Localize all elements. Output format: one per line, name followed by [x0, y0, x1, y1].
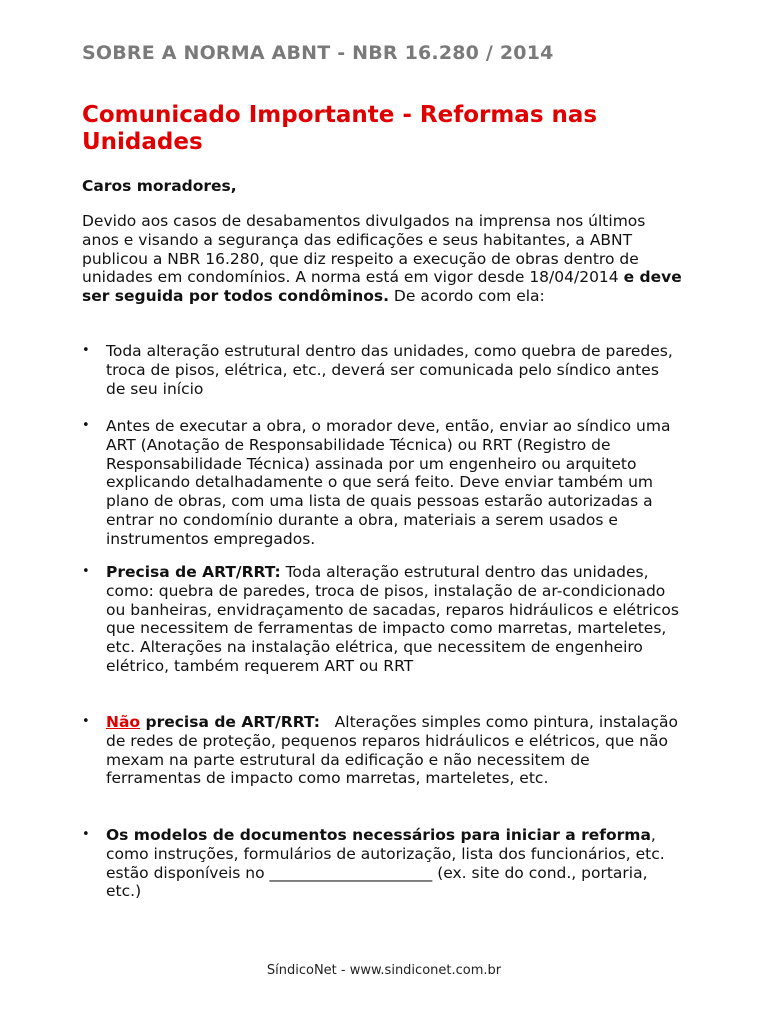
document-title: Comunicado Importante - Reformas nas Unidades: [82, 102, 598, 155]
list-item-bold: Precisa de ART/RRT:: [106, 563, 281, 581]
list-item-text: Toda alteração estrutural dentro das unidades, como quebra de paredes, troca de pisos, elétrica, etc., deverá ser comunicada pelo síndico antes de seu início: [106, 342, 673, 398]
list-item-bold: Os modelos de documentos necessários para iniciar a reforma: [106, 826, 651, 844]
list-item-text: [106, 826, 681, 901]
intro-bold: e deve ser seguida por todos condôminos.: [82, 268, 682, 306]
list-item-body: Alterações simples como pintura, instalação de redes de proteção, pequenos reparos hidráulicos e elétricos, que não mexam na parte estrutural da edificação e não necessitem de ferramentas de impacto como marretas, marteletes, etc.: [106, 713, 683, 788]
bullet-icon: •: [82, 418, 90, 433]
bullet-icon: •: [82, 343, 90, 358]
list-item: [82, 713, 682, 788]
list-item: [82, 563, 682, 676]
list-item-text: Antes de executar a obra, o morador deve, então, enviar ao síndico uma ART (Anotação de Responsabilidade Técnica) ou RRT (Registro de Responsabilidade Técnica) assinada por um engenheiro ou arquiteto explicando detalhadamente o que será feito. Deve enviar também um plano de obras, com uma lista de quais pessoas estarão autorizadas a entrar no condomínio durante a obra, materiais a serem usados e instrumentos empregados.: [106, 417, 671, 548]
intro-tail: De acordo com ela:: [389, 287, 545, 306]
bullet-icon: •: [82, 827, 90, 842]
intro-paragraph: [82, 212, 682, 306]
bullet-icon: •: [82, 714, 90, 729]
list-item-bold: precisa de ART/RRT:: [140, 713, 320, 731]
highlight-nao: Não: [106, 713, 141, 731]
list-item: [82, 826, 682, 901]
document-footer: SíndicoNet - www.sindiconet.com.br: [266, 963, 502, 978]
list-item-body: Toda alteração estrutural dentro das unidades, como: quebra de paredes, troca de pisos, instalação de ar-condicionado ou banheiras, envidraçamento de sacadas, reparos hidráulicos e elétricos que necessitem de ferramentas de impacto como marretas, marteletes, etc. Alterações na instalação elétrica, que necessitem de engenheiro elétrico, também requerem ART ou RRT: [106, 563, 679, 675]
greeting: Caros moradores,: [82, 177, 237, 195]
intro-text: Devido aos casos de desabamentos divulgados na imprensa nos últimos anos e visando a segurança das edificações e seus habitantes, a ABNT publicou a NBR 16.280, que diz respeito a execução de obras dentro de unidades em condomínios. A norma está em vigor desde 18/04/2014: [82, 212, 646, 287]
list-item: [82, 417, 682, 549]
list-item-text: [106, 713, 681, 788]
list-item-text: [106, 563, 681, 676]
list-item-body: , como instruções, formulários de autorização, lista dos funcionários, etc. estão disponíveis no _____________________ (ex. site do cond., portaria, etc.): [106, 826, 665, 901]
list-item: [82, 342, 682, 398]
document-header: SOBRE A NORMA ABNT - NBR 16.280 / 2014: [82, 42, 554, 64]
bullet-icon: •: [82, 564, 90, 579]
